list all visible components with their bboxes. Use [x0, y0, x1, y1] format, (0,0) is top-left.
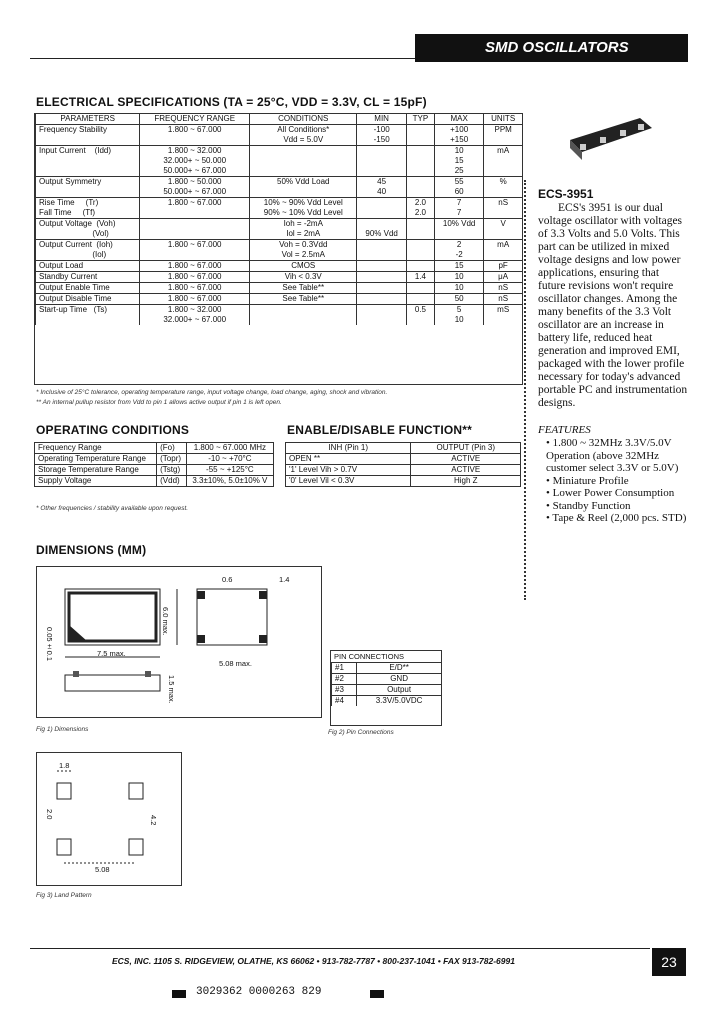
- freq-cell: 1.800 ~ 67.000: [140, 198, 250, 219]
- conditions-cell: See Table**: [250, 294, 357, 305]
- conditions-cell: All Conditions* Vdd = 5.0V: [250, 125, 357, 146]
- enable-title: ENABLE/DISABLE FUNCTION**: [287, 423, 473, 437]
- op-symbol-cell: (Fo): [157, 443, 187, 454]
- electrical-note-2: ** An internal pullup resistor from Vdd to pin 1 allows active output if pin 1 is left open.: [36, 399, 282, 406]
- table-row: [332, 685, 442, 696]
- min-cell: 90% Vdd: [357, 219, 406, 240]
- land-2-0: 2.0: [45, 809, 54, 820]
- dim-1-4: 1.4: [279, 575, 290, 584]
- column-header: INH (Pin 1): [286, 443, 411, 454]
- operating-table: [34, 442, 274, 487]
- freq-cell: 1.800 ~ 67.000: [140, 272, 250, 283]
- table-row: [332, 674, 442, 685]
- param-cell: Rise Time (Tr) Fall Time (Tf): [36, 198, 140, 219]
- dimensions-figure: [36, 566, 322, 718]
- units-cell: nS: [484, 283, 522, 294]
- dim-0-6: 0.6: [222, 575, 233, 584]
- table-header-row: [286, 443, 521, 454]
- column-header: CONDITIONS: [250, 114, 357, 125]
- param-cell: Input Current (Idd): [36, 146, 140, 177]
- table-row: [35, 454, 274, 465]
- min-cell: [357, 198, 406, 219]
- conditions-cell: Ioh = -2mA Iol = 2mA: [250, 219, 357, 240]
- units-cell: V: [484, 219, 522, 240]
- op-label-cell: Operating Temperature Range: [35, 454, 157, 465]
- table-row: [286, 454, 521, 465]
- pin-number-cell: #4: [332, 696, 357, 707]
- max-cell: 55 60: [434, 177, 483, 198]
- oscillator-photo: [560, 110, 660, 170]
- fig3-caption: Fig 3) Land Pattern: [36, 892, 92, 899]
- param-cell: Start-up Time (Ts): [36, 305, 140, 326]
- op-label-cell: Supply Voltage: [35, 476, 157, 487]
- table-row: [36, 177, 523, 198]
- enable-table: [285, 442, 521, 487]
- typ-cell: [406, 240, 434, 261]
- freq-cell: 1.800 ~ 67.000: [140, 283, 250, 294]
- dim-5-08: 5.08 max.: [219, 659, 252, 668]
- table-row: [36, 198, 523, 219]
- param-cell: Standby Current: [36, 272, 140, 283]
- typ-cell: 0.5: [406, 305, 434, 326]
- table-row: [36, 283, 523, 294]
- column-header: FREQUENCY RANGE: [140, 114, 250, 125]
- land-5-08: 5.08: [95, 865, 110, 874]
- units-cell: mA: [484, 240, 522, 261]
- typ-cell: 2.0 2.0: [406, 198, 434, 219]
- typ-cell: [406, 283, 434, 294]
- pin-function-cell: GND: [357, 674, 441, 685]
- land-4-2: 4.2: [149, 815, 158, 826]
- column-header: UNITS: [484, 114, 522, 125]
- max-cell: 7 7: [434, 198, 483, 219]
- typ-cell: [406, 261, 434, 272]
- dimensions-drawing: [37, 567, 321, 717]
- land-pattern-figure: [36, 752, 182, 886]
- max-cell: 10 15 25: [434, 146, 483, 177]
- min-cell: [357, 283, 406, 294]
- dim-6-0: 6.0 max.: [161, 607, 170, 636]
- units-cell: mS: [484, 305, 522, 326]
- op-symbol-cell: (Topr): [157, 454, 187, 465]
- min-cell: [357, 272, 406, 283]
- operating-note: * Other frequencies / stability available upon request.: [36, 505, 189, 512]
- units-cell: mA: [484, 146, 522, 177]
- typ-cell: 1.4: [406, 272, 434, 283]
- pin-number-cell: #1: [332, 663, 357, 674]
- column-header: TYP: [406, 114, 434, 125]
- electrical-table-frame: [34, 113, 523, 385]
- units-cell: %: [484, 177, 522, 198]
- table-row: [286, 476, 521, 487]
- dim-1-5: 1.5 max.: [167, 675, 176, 704]
- table-row: [35, 443, 274, 454]
- op-value-cell: -10 ~ +70°C: [186, 454, 273, 465]
- units-cell: PPM: [484, 125, 522, 146]
- barcode-mark-right: [370, 990, 384, 998]
- min-cell: [357, 240, 406, 261]
- freq-cell: 1.800 ~ 67.000: [140, 261, 250, 272]
- freq-cell: 1.800 ~ 67.000: [140, 125, 250, 146]
- op-label-cell: Frequency Range: [35, 443, 157, 454]
- table-row: [36, 125, 523, 146]
- min-cell: 45 40: [357, 177, 406, 198]
- inh-cell: '0' Level Vil < 0.3V: [286, 476, 411, 487]
- inh-cell: '1' Level Vih > 0.7V: [286, 465, 411, 476]
- min-cell: [357, 261, 406, 272]
- units-cell: μA: [484, 272, 522, 283]
- param-cell: Output Voltage (Voh) (Vol): [36, 219, 140, 240]
- table-row: [36, 294, 523, 305]
- min-cell: [357, 294, 406, 305]
- barcode-text: 3029362 0000263 829: [196, 986, 322, 998]
- freq-cell: 1.800 ~ 67.000: [140, 240, 250, 261]
- freq-cell: [140, 219, 250, 240]
- column-header: MAX: [434, 114, 483, 125]
- output-cell: ACTIVE: [411, 465, 521, 476]
- pin-connections-box: [330, 650, 442, 726]
- header-rule: [30, 58, 415, 59]
- min-cell: [357, 146, 406, 177]
- pin-table: [331, 662, 441, 706]
- table-row: [332, 663, 442, 674]
- column-header: PARAMETERS: [36, 114, 140, 125]
- max-cell: 2 -2: [434, 240, 483, 261]
- list-item: • Standby Function: [546, 499, 631, 512]
- param-cell: Output Load: [36, 261, 140, 272]
- op-label-cell: Storage Temperature Range: [35, 465, 157, 476]
- param-cell: Output Disable Time: [36, 294, 140, 305]
- pin-function-cell: 3.3V/5.0VDC: [357, 696, 441, 707]
- table-row: [36, 219, 523, 240]
- land-1-8: 1.8: [59, 761, 70, 770]
- units-cell: nS: [484, 294, 522, 305]
- freq-cell: 1.800 ~ 32.000 32.000+ ~ 67.000: [140, 305, 250, 326]
- conditions-cell: 50% Vdd Load: [250, 177, 357, 198]
- electrical-note-1: * Inclusive of 25°C tolerance, operating temperature range, input voltage change, load change, aging, shock and vibration.: [36, 389, 388, 396]
- table-row: [36, 261, 523, 272]
- freq-cell: 1.800 ~ 32.000 32.000+ ~ 50.000 50.000+ ~ 67.000: [140, 146, 250, 177]
- pin-number-cell: #3: [332, 685, 357, 696]
- output-cell: ACTIVE: [411, 454, 521, 465]
- features-list: [538, 437, 696, 525]
- table-row: [35, 465, 274, 476]
- op-symbol-cell: (Vdd): [157, 476, 187, 487]
- typ-cell: [406, 219, 434, 240]
- operating-title: OPERATING CONDITIONS: [36, 423, 190, 437]
- units-cell: pF: [484, 261, 522, 272]
- min-cell: [357, 305, 406, 326]
- column-header: MIN: [357, 114, 406, 125]
- min-cell: -100 -150: [357, 125, 406, 146]
- output-cell: High Z: [411, 476, 521, 487]
- param-cell: Frequency Stability: [36, 125, 140, 146]
- electrical-table: [35, 114, 522, 325]
- typ-cell: [406, 177, 434, 198]
- max-cell: 10% Vdd: [434, 219, 483, 240]
- units-cell: nS: [484, 198, 522, 219]
- param-cell: Output Symmetry: [36, 177, 140, 198]
- list-item: • 1.800 ~ 32MHz 3.3V/5.0V Operation (above 32MHz customer select 3.3V or 5.0V): [546, 437, 679, 474]
- param-cell: Output Current (Ioh) (Iol): [36, 240, 140, 261]
- pin-title: PIN CONNECTIONS: [334, 652, 405, 661]
- pin-number-cell: #2: [332, 674, 357, 685]
- max-cell: +100 +150: [434, 125, 483, 146]
- param-cell: Output Enable Time: [36, 283, 140, 294]
- op-value-cell: 1.800 ~ 67.000 MHz: [186, 443, 273, 454]
- conditions-cell: [250, 146, 357, 177]
- table-row: [332, 696, 442, 707]
- table-row: [36, 240, 523, 261]
- typ-cell: [406, 146, 434, 177]
- product-description: ECS's 3951 is our dual voltage oscillator with voltages of 3.3 Volts and 5.0 Volts. This part can be utilized in mixed voltage designs and low power applications, ensuring that future revisions won't require oscillator changes. Among the many benefits of the 3.3 Volt oscillator are an increase in battery life, reduced heat generation and improved EMI, packaged with the lower profile necessary for today's advanced portable PC and instrumentation designs.: [538, 202, 688, 409]
- table-row: [36, 305, 523, 326]
- freq-cell: 1.800 ~ 67.000: [140, 294, 250, 305]
- max-cell: 10: [434, 283, 483, 294]
- column-divider: [524, 180, 526, 600]
- fig2-caption: Fig 2) Pin Connections: [328, 729, 394, 736]
- conditions-cell: Vih < 0.3V: [250, 272, 357, 283]
- list-item: • Tape & Reel (2,000 pcs. STD): [546, 512, 687, 524]
- table-row: [286, 465, 521, 476]
- dim-7-5: 7.5 max.: [97, 649, 126, 658]
- op-value-cell: 3.3±10%, 5.0±10% V: [186, 476, 273, 487]
- op-value-cell: -55 ~ +125°C: [186, 465, 273, 476]
- conditions-cell: CMOS: [250, 261, 357, 272]
- dim-0-05: 0.05±0.1: [45, 627, 54, 662]
- features-title: FEATURES: [538, 424, 591, 436]
- table-row: [36, 146, 523, 177]
- section-banner: SMD OSCILLATORS: [415, 34, 688, 62]
- op-symbol-cell: (Tstg): [157, 465, 187, 476]
- max-cell: 10: [434, 272, 483, 283]
- dimensions-title: DIMENSIONS (MM): [36, 543, 147, 557]
- electrical-title: ELECTRICAL SPECIFICATIONS (TA = 25°C, VDD = 3.3V, CL = 15pF): [36, 95, 427, 109]
- page-number: 23: [652, 948, 686, 976]
- footer-rule: [30, 948, 650, 949]
- table-row: [35, 476, 274, 487]
- conditions-cell: Voh = 0.3Vdd Vol = 2.5mA: [250, 240, 357, 261]
- column-header: OUTPUT (Pin 3): [411, 443, 521, 454]
- pin-function-cell: Output: [357, 685, 441, 696]
- typ-cell: [406, 294, 434, 305]
- pin-function-cell: E/D**: [357, 663, 441, 674]
- conditions-cell: See Table**: [250, 283, 357, 294]
- list-item: • Miniature Profile: [546, 474, 629, 487]
- freq-cell: 1.800 ~ 50.000 50.000+ ~ 67.000: [140, 177, 250, 198]
- conditions-cell: [250, 305, 357, 326]
- inh-cell: OPEN **: [286, 454, 411, 465]
- conditions-cell: 10% ~ 90% Vdd Level 90% ~ 10% Vdd Level: [250, 198, 357, 219]
- max-cell: 5 10: [434, 305, 483, 326]
- max-cell: 50: [434, 294, 483, 305]
- max-cell: 15: [434, 261, 483, 272]
- list-item: • Lower Power Consumption: [546, 487, 675, 499]
- fig1-caption: Fig 1) Dimensions: [36, 726, 89, 733]
- table-row: [36, 272, 523, 283]
- typ-cell: [406, 125, 434, 146]
- barcode-mark-left: [172, 990, 186, 998]
- footer-address: ECS, INC. 1105 S. RIDGEVIEW, OLATHE, KS 66062 • 913-782-7787 • 800-237-1041 • FAX 913-782-6991: [112, 956, 515, 966]
- product-name: ECS-3951: [538, 187, 594, 201]
